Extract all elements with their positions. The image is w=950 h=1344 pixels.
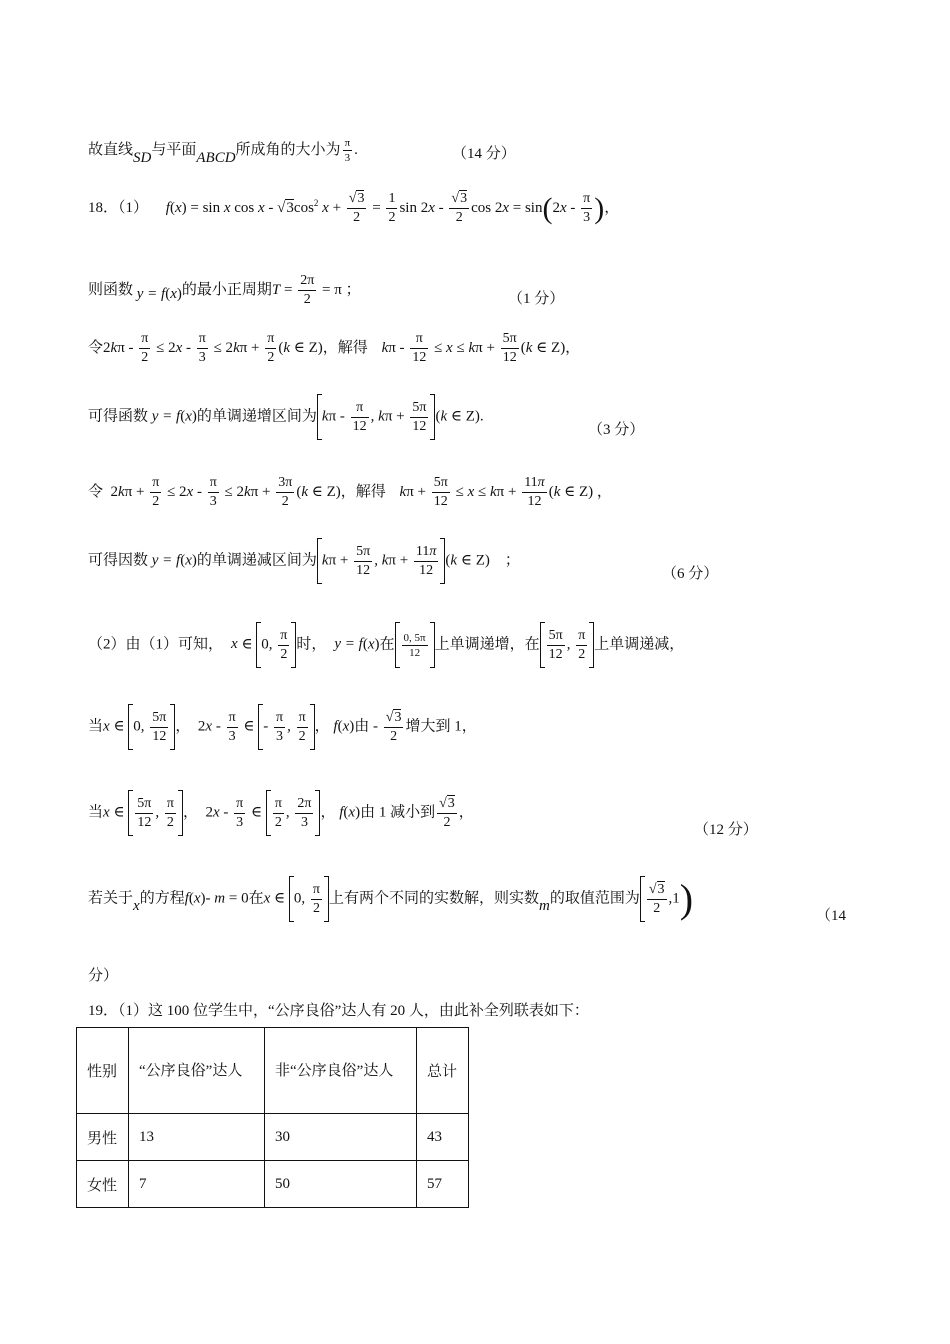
q18-conclusion: 若关于x的方程f(x)- m = 0在x ∈ 0, $\frac{\pi}{2}$ 上有两个不同的实数解，则实数m的取值范围为 $\frac{√3}{2}$ ,1) <box>88 876 694 921</box>
text: 的最小正周期 <box>181 281 272 298</box>
score-14: （14 分） <box>452 146 516 162</box>
q18-inequality-1: 令2kπ - $\frac{\pi}{2}$ ≤ 2x - $\frac{\pi}{3}$ ≤ 2kπ + $\frac{\pi}{2}$ (k ∈ Z)，解得 kπ - $\frac{\pi}{12}$ ≤ x ≤ kπ + $\frac{5\pi}{12}$ (k ∈ Z)， <box>88 331 581 365</box>
table-row <box>77 1114 469 1161</box>
header-total: 总计 <box>417 1028 469 1114</box>
q18-when-1: 当x ∈ 0, $\frac{5\pi}{12}$ ， 2x - $\frac{\pi}{3}$ ∈ - $\frac{\pi}{3}$ , $\frac{\pi}{2}$ ， f(x)由 - $\frac{√3}{2}$ 增大到 1， <box>88 704 477 750</box>
score-12: （12 分） <box>694 822 758 838</box>
var-sd: SD <box>133 149 152 166</box>
score-14-part: （14 <box>816 908 847 924</box>
q19-intro: 19．（1）这 100 位学生中，“公序良俗”达人有 20 人，由此补全列联表如下： <box>88 1003 589 1019</box>
cell: 7 <box>129 1161 265 1208</box>
text: 故直线 <box>88 141 134 158</box>
table-row <box>77 1161 469 1208</box>
frac-pi-3: $\frac{\pi}{3}$ <box>344 137 351 164</box>
cell: 30 <box>265 1114 417 1161</box>
q18-f-expression: 18．（1） f(x) = sin x cos x - $√3\cos^2$ x + $\frac{√3}{2}$ = $\frac{1}{2}$ sin 2x - $\frac{√3}{2}$ cos 2x = sin(2x - $\frac{\pi}{3}$ )， <box>88 191 620 225</box>
q18-when-2: 当x ∈ $\frac{5\pi}{12}$ , $\frac{\pi}{2}$ ， 2x - $\frac{\pi}{3}$ ∈ $\frac{\pi}{2}$ , $\frac{2\pi}{3}$ ， f(x)由 1 减小到 $\frac{√3}{2}$ ， <box>88 790 474 836</box>
score-1: （1 分） <box>508 291 565 307</box>
line-angle-conclusion <box>88 136 358 165</box>
text: 所成角的大小为 <box>235 141 341 158</box>
q18-decreasing-interval: 可得因数 y = f(x)的单调递减区间为 kπ + $\frac{5\pi}{12}$ , kπ + $\frac{11\pi}{12}$ (k ∈ Z) ； <box>88 538 520 584</box>
text: 与平面 <box>151 141 197 158</box>
text: 则函数 <box>88 281 134 298</box>
cell: 13 <box>129 1114 265 1161</box>
cell: 男性 <box>77 1114 129 1161</box>
q18-period: 则函数 y = f(x)的最小正周期T = $\frac{2\pi}{2}$ = π ； <box>88 273 361 307</box>
header-achiever: “公序良俗”达人 <box>129 1028 265 1114</box>
cell: 43 <box>417 1114 469 1161</box>
cell: 50 <box>265 1161 417 1208</box>
q18-inequality-2: 令 2kπ + $\frac{\pi}{2}$ ≤ 2x - $\frac{\pi}{3}$ ≤ 2kπ + $\frac{3\pi}{2}$ (k ∈ Z)，解得 kπ + $\frac{5\pi}{12}$ ≤ x ≤ kπ + $\frac{11\pi}{12}$ (k ∈ Z) ， <box>88 475 612 509</box>
header-gender: 性别 <box>77 1028 129 1114</box>
q18-label: 18．（1） <box>88 199 149 216</box>
var-abcd: ABCD <box>196 149 236 166</box>
score-14-tail: 分） <box>88 968 119 984</box>
score-3: （3 分） <box>588 422 645 438</box>
header-non-achiever: 非“公序良俗”达人 <box>265 1028 417 1114</box>
q18-increasing-interval: 可得函数 y = f(x)的单调递增区间为 kπ - $\frac{\pi}{12}$ , kπ + $\frac{5\pi}{12}$ (k ∈ Z). <box>88 394 484 440</box>
q18-part2: （2）由（1）可知， x ∈ 0, $\frac{\pi}{2}$ 时， y = f(x)在 $\frac{0, 5\pi}{12}$ 上单调递增，在 $\frac{5\pi}{12}$ , $\frac{\pi}{2}$ 上单调递减， <box>88 622 684 668</box>
score-6: （6 分） <box>662 566 719 582</box>
cell: 57 <box>417 1161 469 1208</box>
table-header-row <box>77 1028 469 1114</box>
contingency-table <box>76 1027 469 1208</box>
text: . <box>354 141 358 158</box>
cell: 女性 <box>77 1161 129 1208</box>
